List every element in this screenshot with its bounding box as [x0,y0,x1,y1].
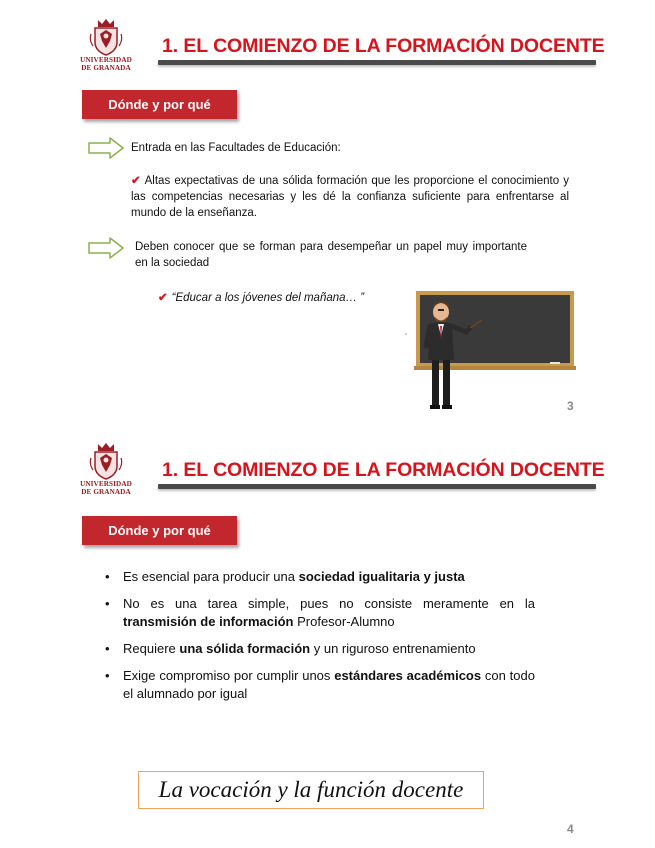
title-underline [158,484,596,489]
checkmark-icon: ✔ [158,292,168,304]
slide-title: 1. EL COMIENZO DE LA FORMACIÓN DOCENTE [162,459,605,481]
checkmark-icon: ✔ [131,175,141,187]
teacher-chalkboard-illustration [400,288,580,414]
point-faculties: Entrada en las Facultades de Educación: [131,142,341,154]
logo-text-line1: UNIVERSIDAD [80,480,132,488]
section-badge: Dónde y por qué [82,516,237,545]
check-expectations-text: Altas expectativas de una sólida formación que les proporcione el conocimiento y las competencias necesarias y les dé la confianza suficiente para enfrentarse al mundo de la enseñanza. [131,175,569,219]
university-logo [74,18,138,72]
check-expectations [131,173,569,221]
section-badge: Dónde y por qué [82,90,237,119]
list-item: • Es esencial para producir una sociedad igualitaria y justa [105,568,535,586]
list-item: • Requiere una sólida formación y un riguroso entrenamiento [105,640,535,658]
logo-text-line1: UNIVERSIDAD [80,56,132,64]
page-number: 4 [567,822,574,836]
list-item: • No es una tarea simple, pues no consiste meramente en la transmisión de información Profesor-Alumno [105,595,535,631]
reasons-list [105,568,535,712]
university-logo [74,442,138,496]
quote-line [158,290,418,306]
page-number: 3 [567,399,574,413]
list-item: • Exige compromiso por cumplir unos estándares académicos con todo el alumnado por igual [105,667,535,703]
coat-of-arms-icon [89,18,123,56]
arrow-right-icon [88,137,124,159]
vocation-callout: La vocación y la función docente [138,771,484,809]
title-underline [158,60,596,65]
quote-text: “Educar a los jóvenes del mañana… ” [171,292,365,304]
point-role: Deben conocer que se forman para desempeñar un papel muy importante en la sociedad [135,241,527,269]
coat-of-arms-icon [89,442,123,480]
logo-text-line2: DE GRANADA [81,64,131,72]
slide-title: 1. EL COMIENZO DE LA FORMACIÓN DOCENTE [162,35,605,57]
arrow-right-icon [88,237,124,259]
logo-text-line2: DE GRANADA [81,488,131,496]
